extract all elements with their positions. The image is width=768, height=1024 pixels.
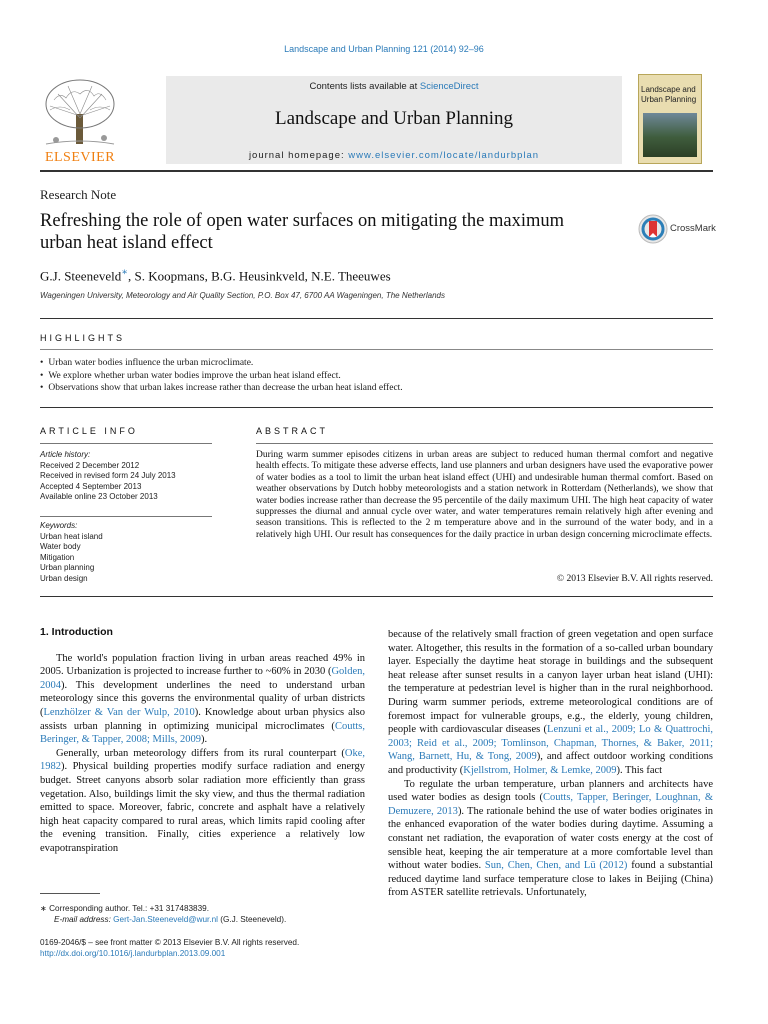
contents-line (166, 81, 622, 92)
author-list (40, 267, 391, 284)
paragraph-text: ). Physical building properties modify surface radiation and energy budget. Street canyons absorb solar radiation more efficiently than grass vegetation. Also, buildings limit the sky view, and thus the thermal radiation emitted to space. Moreover, fabric, concrete and asphalt have a relatively high heat capacity compared to rural areas, which limits rapid cooling after the evening transition. Finally, cities experience a relatively low evapotranspiration (40, 761, 365, 854)
reference-link[interactable]: Coutts, Beringer, & Tapper, 2008; Mills, 2009 (40, 720, 365, 746)
keywords-rule (40, 516, 212, 517)
highlight-item: • Urban water bodies influence the urban microclimate. (40, 357, 713, 370)
footnote-email-line (40, 915, 370, 926)
article-type: Research Note (40, 187, 117, 202)
doi-link[interactable]: http://dx.doi.org/10.1016/j.landurbplan.2013.09.001 (40, 948, 226, 958)
affiliation: Wageningen University, Meteorology and Air Quality Section, P.O. Box 47, 6700 AA Wageningen, The Netherlands (40, 291, 445, 300)
article-history (40, 450, 212, 503)
body-column-left (40, 626, 365, 856)
journal-title: Landscape and Urban Planning (275, 108, 513, 129)
keyword: Urban planning (40, 563, 95, 572)
cover-title: Landscape and Urban Planning (641, 85, 697, 104)
abstract-bottom-rule (40, 596, 713, 597)
front-matter-footnote (40, 938, 370, 959)
homepage-line (166, 150, 622, 161)
article-info-rule (40, 443, 212, 444)
publisher-name: ELSEVIER (44, 150, 116, 165)
highlights-list (40, 357, 713, 395)
journal-banner (166, 76, 622, 164)
paragraph-text: To regulate the urban temperature, urban planners and architects have used water bodies as design tools ( (388, 778, 713, 804)
section-heading-introduction: 1. Introduction (40, 626, 113, 638)
email-label: E-mail address: (54, 914, 111, 924)
issn-line: 0169-2046/$ – see front matter © 2013 Elsevier B.V. All rights reserved. (40, 938, 300, 947)
reference-link[interactable]: Oke, 1982 (40, 747, 365, 773)
corresponding-author-mark[interactable]: ∗ (121, 267, 129, 278)
abstract-copyright: © 2013 Elsevier B.V. All rights reserved. (556, 574, 713, 584)
reference-link[interactable]: Coutts, Tapper, Beringer, Loughnan, & Demuzere, 2013 (388, 792, 713, 817)
paragraph-text: ), and affect outdoor working conditions and productivity ( (388, 751, 713, 776)
journal-cover-thumbnail[interactable] (638, 74, 702, 164)
reference-link[interactable]: Kjellstrom, Holmer, & Lemke, 2009 (463, 764, 617, 776)
paragraph-text: ). Knowledge about urban physics also assists urban planning in optimizing municipal microclimates ( (40, 706, 365, 732)
journal-citation[interactable]: Landscape and Urban Planning 121 (2014) 92–96 (284, 44, 484, 54)
elsevier-logo[interactable] (40, 74, 120, 166)
masthead (40, 74, 713, 166)
sciencedirect-link[interactable]: ScienceDirect (419, 81, 479, 92)
paragraph (388, 778, 713, 900)
reference-link[interactable]: Lenzhölzer & Van der Wulp, 2010 (43, 706, 195, 718)
keyword: Mitigation (40, 552, 75, 562)
paragraph-text: Generally, urban meteorology differs from its rural counterpart ( (56, 747, 345, 759)
history-label: Article history: (40, 450, 91, 459)
keyword: Water body (40, 542, 81, 551)
email-suffix: (G.J. Steeneveld). (217, 914, 287, 924)
article-info-heading: ARTICLE INFO (40, 426, 138, 436)
highlight-item: • We explore whether urban water bodies improve the urban heat island effect. (40, 370, 713, 383)
paragraph (40, 747, 365, 856)
contents-prefix: Contents lists available at (309, 81, 420, 92)
abstract-text: During warm summer episodes citizens in urban areas are subject to reduced human thermal comfort and negative health effects. To mitigate these adverse effects, land use planners and urban designers have used the evaporative power of water bodies as a tool to limit the urban heat island effect (UHI) and undesirable human thermal comfort. Based on weather observations by Dutch hobby meteorologists and a station network in Rotterdam (Netherlands), we show that water bodies increase rather than decrease the 95 percentile of the daily maximum UHI. The high heat capacity of water suppresses the diurnal and annual cycle over water, and water temperatures remain relatively high after evening and season transitions. This is reflected to the 2 m temperature above and in the surround of the water body, and in a relatively high UHI. Our result has consequences for the daily practice in urban design concerning microclimate effects. (256, 450, 713, 540)
reference-link[interactable]: Golden, 2004 (40, 666, 365, 691)
highlight-item: • Observations show that urban lakes increase rather than decrease the urban heat island effect. (40, 382, 713, 395)
keywords (40, 521, 212, 584)
reference-link[interactable]: Sun, Chen, Chen, and Lü (2012) (484, 860, 628, 872)
paragraph-text: found a substantial reduced daytime land surface temperature close to lakes in Beijing (China) from ASTER satellite retrievals. Unfortunately, (388, 860, 713, 899)
crossmark-badge[interactable] (638, 214, 718, 244)
corresponding-author-footnote (40, 904, 370, 925)
paragraph-text: The world's population fraction living in urban areas reached 49% in 2005. Urbanization is projected to increase further to ~60% in 2030 ( (40, 652, 365, 678)
homepage-prefix: journal homepage: (248, 150, 349, 161)
highlights-rule (40, 349, 713, 350)
corresponding-author: G.J. Steeneveld (40, 268, 122, 284)
highlights-heading: HIGHLIGHTS (40, 333, 126, 343)
crossmark-label: CrossMark (670, 223, 716, 234)
history-entry: Received 2 December 2012 (40, 460, 140, 470)
abstract-heading: ABSTRACT (256, 426, 329, 436)
paragraph-text: ). This fact (616, 764, 663, 776)
keywords-label: Keywords: (40, 521, 78, 530)
highlights-top-rule (40, 318, 713, 319)
paragraph-text: ). This development underlines the need to understand urban meteorology since this governs the environmental quality of urban districts ( (40, 679, 365, 718)
paragraph-text: ). (200, 734, 208, 746)
highlights-bottom-rule (40, 407, 713, 408)
paragraph (40, 652, 365, 747)
cover-landscape-image (643, 113, 697, 157)
history-entry: Available online 23 October 2013 (40, 492, 158, 501)
keyword: Urban heat island (40, 531, 103, 541)
keyword: Urban design (40, 573, 88, 583)
paragraph-text: ). The rationale behind the use of water bodies originates in the enhanced evaporation of the water bodies during daytime. Assuming a constant net radiation, the evaporation of water costs energy at the cost of sensible heat, keeping the air temperature at a more comfortable level than without water bodies. (388, 805, 713, 872)
paragraph-text: because of the relatively small fraction of green vegetation and open surface water. Altogether, this results in the formation of a so-called urban boundary layer. Especially the daytime heat storage in buildings and the subsequent heat release after sunset results in a canyon layer urban heat island (UHI): the temperature at pedestrian level is higher than in the rural neighborhood. During warm summer periods, extreme meteorological conditions are of foremost impact for vulnerable groups, e.g., the elderly, young children, people with cardiovascular diseases ( (388, 629, 713, 736)
reference-link[interactable]: Lenzuni et al., 2009; Lo & Quattrochi, 2003; Reid et al., 2009; Tomlinson, Chapman, Thornes, & Baker, 2011; Wang, Barnett, Hu, & Tong, 2009 (388, 724, 713, 763)
abstract-rule (256, 443, 713, 444)
history-entry: Received in revised form 24 July 2013 (40, 471, 176, 480)
elsevier-tree-icon (40, 74, 120, 150)
masthead-divider (40, 170, 713, 172)
body-column-right (388, 628, 713, 900)
footnote-corresponding: ∗ Corresponding author. Tel.: +31 317483839. (40, 904, 209, 913)
journal-homepage-link[interactable]: www.elsevier.com/locate/landurbplan (348, 150, 540, 161)
history-entry: Accepted 4 September 2013 (40, 481, 142, 491)
other-authors: , S. Koopmans, B.G. Heusinkveld, N.E. Theeuwes (128, 268, 391, 284)
footnote-rule (40, 893, 100, 894)
author-email-link[interactable]: Gert-Jan.Steeneveld@wur.nl (113, 914, 218, 924)
paragraph (388, 628, 713, 778)
paper-title: Refreshing the role of open water surfaces on mitigating the maximum urban heat island effect (40, 211, 565, 253)
crossmark-icon (638, 214, 668, 244)
